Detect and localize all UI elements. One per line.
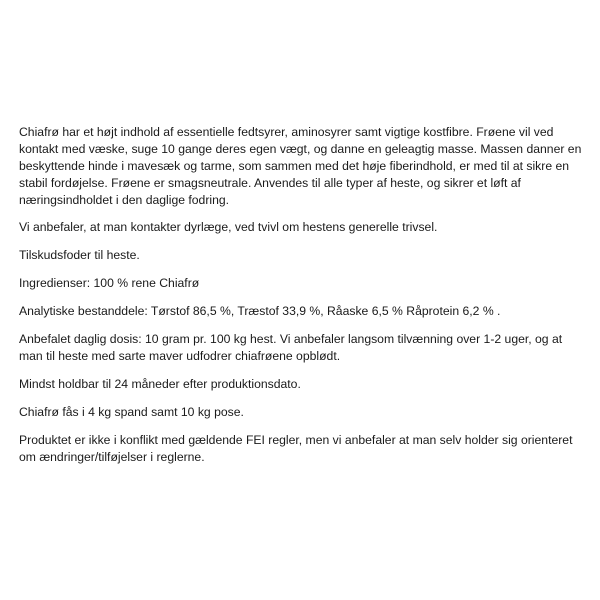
document-body xyxy=(19,124,585,477)
fei-regulations-note: Produktet er ikke i konflikt med gældende FEI regler, men vi anbefaler at man selv holder sig orienteret om ændringer/tilføjelser i reglerne. xyxy=(19,433,573,464)
ingredients: Ingredienser: 100 % rene Chiafrø xyxy=(19,276,200,290)
analytical-constituents: Analytiske bestanddele: Tørstof 86,5 %, Træstof 33,9 %, Råaske 6,5 % Råprotein 6,2 % . xyxy=(19,304,501,318)
package-sizes: Chiafrø fås i 4 kg spand samt 10 kg pose. xyxy=(19,405,244,419)
vet-advice: Vi anbefaler, at man kontakter dyrlæge, ved tvivl om hestens generelle trivsel. xyxy=(19,220,438,234)
product-description: Chiafrø har et højt indhold af essentielle fedtsyrer, aminosyrer samt vigtige kostfibre. Frøene vil ved kontakt med væske, suge 10 gange deres egen vægt, og danne en geleagtig masse. Massen danner en beskyttende hinde i mavesæk og tarme, som sammen med det høje fiberindhold, er med til at sikre en stabil fordøjelse. Frøene er smagsneutrale. Anvendes til alle typer af heste, og sikrer et løft af næringsindholdet i den daglige fodring. xyxy=(19,125,582,207)
recommended-dosage: Anbefalet daglig dosis: 10 gram pr. 100 kg hest. Vi anbefaler langsom tilvænning over 1-2 uger, og at man til heste med sarte maver udfodrer chiafrøene opblødt. xyxy=(19,332,563,363)
shelf-life: Mindst holdbar til 24 måneder efter produktionsdato. xyxy=(19,377,301,391)
feed-type: Tilskudsfoder til heste. xyxy=(19,248,140,262)
